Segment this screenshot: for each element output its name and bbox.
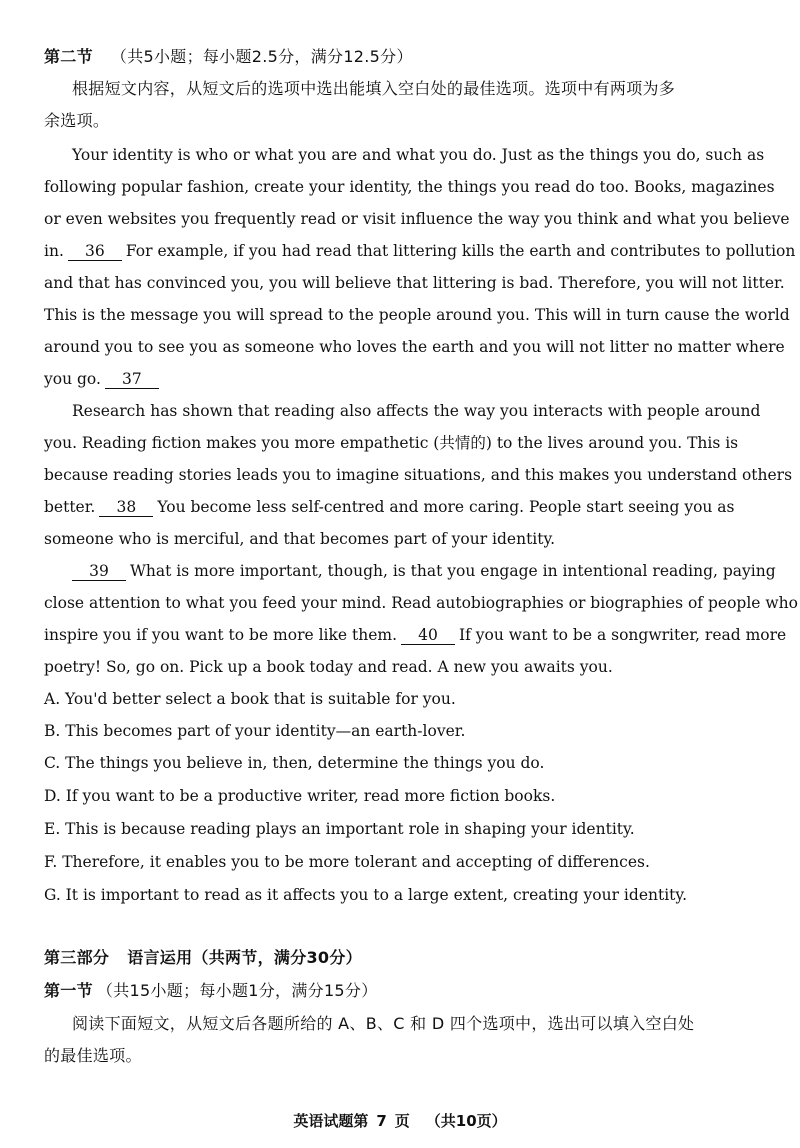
passage-line: poetry! So, go on. Pick up a book today and read. A new you awaits you.	[44, 658, 613, 676]
passage-line-with-blank-37	[44, 368, 764, 390]
passage-line: following popular fashion, create your identity, the things you read do too. Books, magazines	[44, 178, 775, 196]
option-g: G. It is important to read as it affects you to a large extent, creating your identity.	[44, 886, 688, 904]
passage-text: You become less self-centred and more caring. People start seeing you as	[157, 498, 735, 516]
part3-heading-line	[44, 947, 764, 969]
page-footer	[0, 1110, 800, 1131]
blank-39: 39	[72, 562, 126, 581]
part3-instruction-line1: 阅读下面短文，从短文后各题所给的 A、B、C 和 D 四个选项中，选出可以填入空白处	[72, 1014, 695, 1033]
passage-line: and that has convinced you, you will believe that littering is bad. Therefore, you will not litter.	[44, 274, 785, 292]
footer-page-unit: 页	[394, 1112, 410, 1130]
blank-40: 40	[401, 626, 455, 645]
footer-page-number: 7	[376, 1112, 387, 1130]
section2-instruction-line2: 余选项。	[44, 111, 110, 130]
part3-section1-heading: 第一节	[44, 981, 93, 1000]
passage-text: What is more important, though, is that you engage in intentional reading, paying	[130, 562, 776, 580]
option-e: E. This is because reading plays an important role in shaping your identity.	[44, 820, 635, 838]
passage-line-with-blank-40	[44, 624, 787, 646]
passage-line: you. Reading fiction makes you more empathetic (共情的) to the lives around you. This is	[44, 434, 739, 452]
section2-heading-line	[44, 46, 764, 68]
passage-line: because reading stories leads you to imagine situations, and this makes you understand others	[44, 466, 793, 484]
blank-37: 37	[105, 370, 159, 389]
part3-heading-info: 语言运用（共两节，满分30分）	[127, 948, 362, 967]
passage-line: Research has shown that reading also affects the way you interacts with people around	[72, 402, 761, 420]
passage-line: Your identity is who or what you are and what you do. Just as the things you do, such as	[72, 146, 765, 164]
option-c: C. The things you believe in, then, determine the things you do.	[44, 754, 545, 772]
passage-line-with-blank-36	[44, 240, 796, 262]
part3-instruction-line2: 的最佳选项。	[44, 1046, 142, 1065]
section2-instruction-line1: 根据短文内容，从短文后的选项中选出能填入空白处的最佳选项。选项中有两项为多	[72, 79, 676, 98]
passage-text: you go.	[44, 370, 101, 388]
passage-line-with-blank-38	[44, 496, 764, 518]
footer-label: 英语试题第	[293, 1112, 369, 1130]
blank-36: 36	[68, 242, 122, 261]
section2-heading-info: （共5小题；每小题2.5分，满分12.5分）	[110, 47, 413, 66]
footer-total-pages: （共10页）	[425, 1112, 507, 1130]
option-f: F. Therefore, it enables you to be more tolerant and accepting of differences.	[44, 853, 650, 871]
passage-text: For example, if you had read that littering kills the earth and contributes to pollution	[125, 242, 796, 260]
passage-text: If you want to be a songwriter, read more	[459, 626, 787, 644]
part3-section1-heading-line	[44, 980, 764, 1002]
passage-line: close attention to what you feed your mind. Read autobiographies or biographies of people who	[44, 594, 798, 612]
passage-line: This is the message you will spread to the people around you. This will in turn cause the world	[44, 306, 790, 324]
part3-heading: 第三部分	[44, 948, 110, 967]
passage-line: around you to see you as someone who loves the earth and you will not litter no matter where	[44, 338, 785, 356]
passage-line-with-blank-39	[72, 560, 776, 582]
passage-text: better.	[44, 498, 96, 516]
blank-38: 38	[99, 498, 153, 517]
passage-line: or even websites you frequently read or visit influence the way you think and what you believe	[44, 210, 790, 228]
part3-section1-info: （共15小题；每小题1分，满分15分）	[96, 981, 378, 1000]
option-b: B. This becomes part of your identity—an earth-lover.	[44, 722, 466, 740]
passage-text: inspire you if you want to be more like them.	[44, 626, 398, 644]
option-a: A. You'd better select a book that is suitable for you.	[44, 690, 456, 708]
option-d: D. If you want to be a productive writer, read more fiction books.	[44, 787, 556, 805]
section2-heading: 第二节	[44, 47, 93, 66]
passage-line: someone who is merciful, and that becomes part of your identity.	[44, 530, 556, 548]
passage-text: in.	[44, 242, 64, 260]
